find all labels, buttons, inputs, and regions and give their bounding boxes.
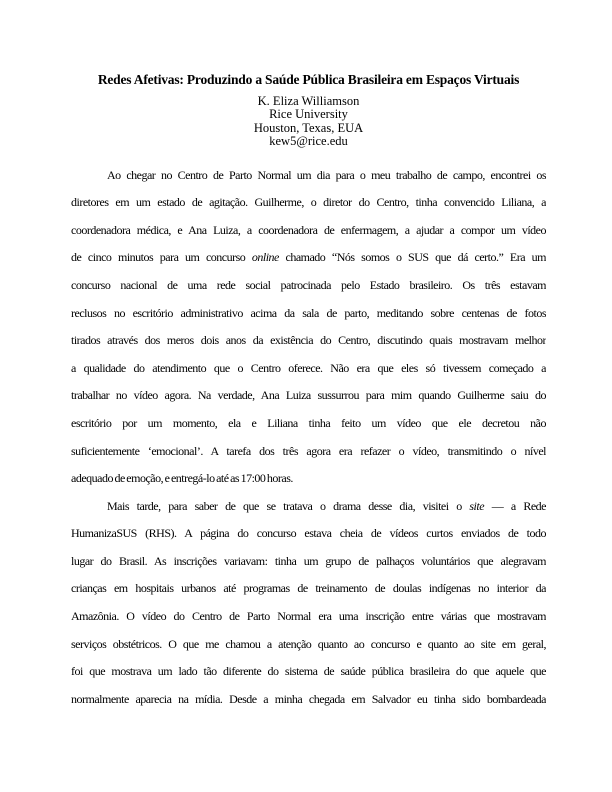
text-segment: Amazônia. O vídeo do Centro de Parto Normal era uma inscrição entre várias que mostravam [71,609,546,624]
text-line [71,686,546,714]
text-segment: lugar do Brasil. As inscrições variavam: tinha um grupo de palhaços voluntários que alegravam [71,553,546,568]
text-segment: Mais tarde, para saber de que se tratava o drama desse dia, visitei o [107,498,470,513]
text-segment: escritório por um momento, ela e Liliana tinha feito um vídeo que ele decretou não [71,415,546,430]
italic-term: online [251,250,279,265]
text-line [71,189,546,217]
text-segment: de cinco minutos para um concurso [71,250,252,265]
text-segment: HumanizaSUS (RHS). A página do concurso estava cheia de vídeos curtos enviados de todo [71,526,546,541]
text-line [71,493,546,521]
text-segment: crianças em hospitais urbanos até programas de treinamento de doulas indígenas no interior da [71,581,546,596]
author-block [71,95,546,149]
text-line [71,162,546,190]
author-location: Houston, Texas, EUA [253,121,364,135]
text-line [71,603,546,631]
text-line [71,355,546,383]
text-line [71,465,546,493]
italic-term: site [469,498,485,513]
text-segment: tirados através dos meros dois anos da existência do Centro, discutindo quais mostravam melhor [71,333,546,348]
text-line [71,217,546,245]
text-line [71,327,546,355]
text-segment: concurso nacional de uma rede social patrocinada pelo Estado brasileiro. Os três estavam [71,277,546,292]
text-line [71,300,546,328]
text-segment: chamado “Nós somos o SUS que dá certo.” Era um [278,250,546,265]
text-segment: a qualidade do atendimento que o Centro oferece. Não era que eles só tivessem começado a [71,360,546,375]
text-line [71,575,546,603]
text-segment: — a Rede [484,498,546,513]
text-segment: adequado de emoção, e entregá-lo até as 17:00 horas. [71,471,293,486]
text-line [71,520,546,548]
text-segment: diretores em um estado de agitação. Guilherme, o diretor do Centro, tinha convencido Liliana, a [71,195,546,210]
text-line [71,658,546,686]
text-line [71,272,546,300]
author-name: K. Eliza Williamson [257,95,360,108]
text-line [71,382,546,410]
text-segment: trabalhar no vídeo agora. Na verdade, Ana Luiza sussurrou para mim quando Guilherme saiu do [71,388,546,403]
text-line [71,438,546,466]
text-line [71,410,546,438]
author-email: kew5@rice.edu [269,135,348,149]
text-line [71,548,546,576]
text-segment: serviços obstétricos. O que me chamou a atenção quanto ao concurso e quanto ao site em geral, [71,636,546,651]
document-body [71,162,546,714]
author-affiliation: Rice University [269,108,348,122]
text-line [71,244,546,272]
text-segment: Ao chegar no Centro de Parto Normal um dia para o meu trabalho de campo, encontrei os [107,167,546,182]
paragraph [71,493,546,714]
paper-title: Redes Afetivas: Produzindo a Saúde Pública Brasileira em Espaços Virtuais [97,72,520,87]
text-segment: normalmente aparecia na mídia. Desde a minha chegada em Salvador eu tinha sido bombardeada [71,691,546,706]
text-line [71,631,546,659]
text-segment: foi que mostrava um lado tão diferente do sistema de saúde pública brasileira do que aquele que [71,664,546,679]
paragraph [71,162,546,493]
text-segment: coordenadora médica, e Ana Luiza, a coordenadora de enfermagem, a ajudar a compor um vídeo [71,222,546,237]
text-segment: suficientemente ‘emocional’. A tarefa dos três agora era refazer o vídeo, transmitindo o nível [71,443,546,458]
text-segment: reclusos no escritório administrativo acima da sala de parto, meditando sobre centenas de fotos [71,305,546,320]
